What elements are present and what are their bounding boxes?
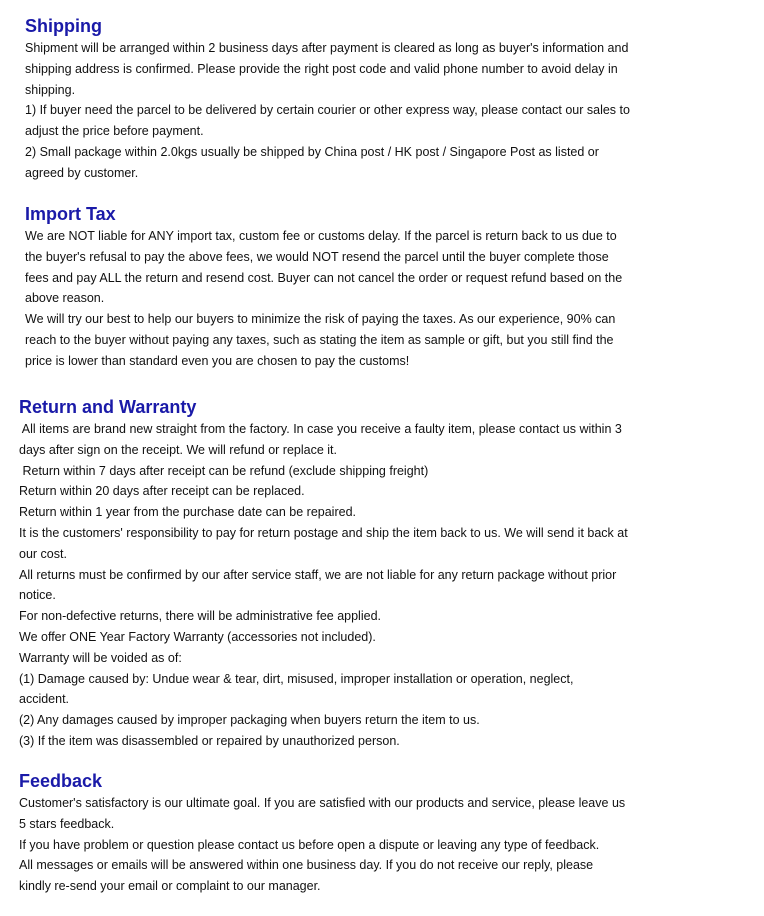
return-warranty-heading: Return and Warranty [19, 397, 197, 417]
return-warranty-line: our cost. [19, 546, 67, 561]
shipping-line: adjust the price before payment. [25, 124, 204, 139]
return-warranty-line: All items are brand new straight from the factory. In case you receive a faulty item, please contact us within 3 [19, 422, 622, 436]
shipping-line: 2) Small package within 2.0kgs usually be shipped by China post / HK post / Singapore Post as listed or [25, 144, 599, 159]
return-warranty-line: Return within 7 days after receipt can be refund (exclude shipping freight) [19, 463, 429, 478]
import-tax-line: fees and pay ALL the return and resend cost. Buyer can not cancel the order or request refund based on the [25, 270, 623, 285]
feedback-line: All messages or emails will be answered within one business day. If you do not receive our reply, please [19, 858, 594, 873]
feedback-section [19, 770, 625, 897]
import-tax-line: price is lower than standard even you are chosen to pay the customs! [25, 353, 410, 368]
shipping-line: 1) If buyer need the parcel to be delivered by certain courier or other express way, please contact our sales to [25, 103, 630, 118]
shipping-line: Shipment will be arranged within 2 business days after payment is cleared as long as buyer's information and [25, 41, 629, 55]
import-tax-line: the buyer's refusal to pay the above fees, we would NOT resend the parcel until the buyer complete those [25, 249, 609, 264]
feedback-line: 5 stars feedback. [19, 816, 115, 831]
shipping-line: agreed by customer. [25, 165, 139, 180]
return-warranty-line: (1) Damage caused by: Undue wear & tear, dirt, misused, improper installation or operation, neglect, [19, 671, 574, 686]
shipping-body [25, 38, 630, 184]
return-warranty-line: We offer ONE Year Factory Warranty (accessories not included). [19, 629, 376, 644]
feedback-line: kindly re-send your email or complaint to our manager. [19, 879, 321, 894]
shipping-line: shipping. [25, 82, 76, 97]
import-tax-body [25, 226, 622, 372]
return-warranty-line: accident. [19, 692, 70, 707]
return-warranty-line: All returns must be confirmed by our after service staff, we are not liable for any return package without prior [19, 567, 617, 582]
feedback-line: If you have problem or question please contact us before open a dispute or leaving any type of feedback. [19, 837, 600, 852]
shipping-section [25, 15, 630, 184]
feedback-heading: Feedback [19, 771, 103, 791]
import-tax-line: reach to the buyer without paying any taxes, such as stating the item as sample or gift, but you still find the [25, 332, 614, 347]
shipping-heading: Shipping [25, 16, 102, 36]
shipping-line: shipping address is confirmed. Please provide the right post code and valid phone number to avoid delay in [25, 61, 618, 76]
return-warranty-line: days after sign on the receipt. We will refund or replace it. [19, 442, 337, 457]
feedback-line: Customer's satisfactory is our ultimate goal. If you are satisfied with our products and service, please leave us [19, 796, 626, 810]
feedback-body [19, 793, 625, 897]
return-warranty-line: For non-defective returns, there will be administrative fee applied. [19, 609, 381, 624]
import-tax-line: above reason. [25, 291, 105, 306]
return-warranty-line: It is the customers' responsibility to pay for return postage and ship the item back to us. We will send it back at [19, 525, 628, 540]
return-warranty-section [19, 396, 628, 752]
return-warranty-body [19, 419, 628, 752]
return-warranty-line: Warranty will be voided as of: [19, 650, 182, 665]
import-tax-line: We will try our best to help our buyers to minimize the risk of paying the taxes. As our experience, 90% can [25, 312, 616, 327]
import-tax-heading: Import Tax [25, 204, 116, 224]
return-warranty-line: Return within 1 year from the purchase date can be repaired. [19, 505, 356, 520]
import-tax-line: We are NOT liable for ANY import tax, custom fee or customs delay. If the parcel is return back to us due to [25, 229, 617, 243]
return-warranty-line: (3) If the item was disassembled or repaired by unauthorized person. [19, 733, 400, 748]
return-warranty-line: Return within 20 days after receipt can be replaced. [19, 484, 305, 499]
return-warranty-line: notice. [19, 588, 56, 603]
return-warranty-line: (2) Any damages caused by improper packaging when buyers return the item to us. [19, 713, 480, 728]
import-tax-section [25, 203, 622, 372]
